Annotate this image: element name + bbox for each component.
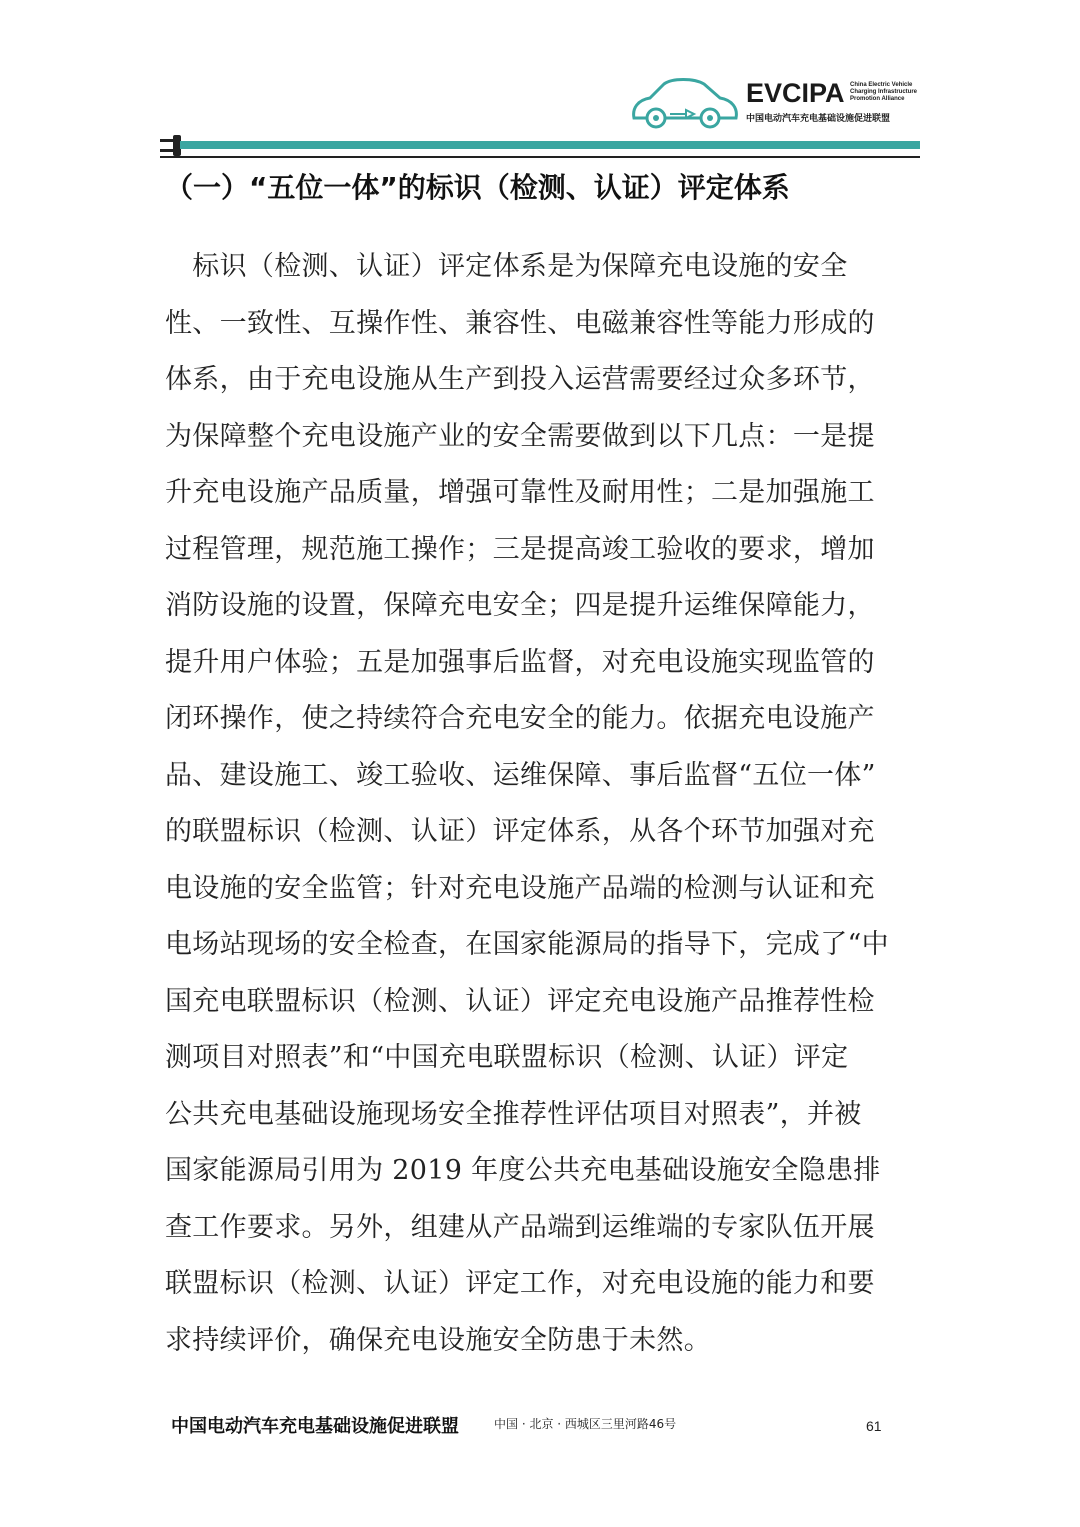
body-line: 的联盟标识（检测、认证）评定体系，从各个环节加强对充 bbox=[165, 816, 875, 847]
ev-car-icon bbox=[628, 74, 740, 130]
footer-address: 中国 · 北京 · 西城区三里河路46号 bbox=[494, 1417, 677, 1431]
body-line: 品、建设施工、竣工验收、运维保障、事后监督“五位一体” bbox=[165, 760, 876, 791]
page-number: 61 bbox=[866, 1418, 882, 1434]
body-line: 消防设施的设置，保障充电安全；四是提升运维保障能力， bbox=[165, 590, 875, 621]
alliance-logo bbox=[628, 74, 928, 132]
body-line: 性、一致性、互操作性、兼容性、电磁兼容性等能力形成的 bbox=[165, 308, 875, 339]
body-line: 国充电联盟标识（检测、认证）评定充电设施产品推荐性检 bbox=[165, 986, 875, 1017]
header-plug-rule bbox=[160, 133, 920, 159]
body-line: 体系，由于充电设施从生产到投入运营需要经过众多环节， bbox=[165, 364, 875, 395]
body-line: 提升用户体验；五是加强事后监督，对充电设施实现监管的 bbox=[165, 647, 875, 678]
body-line: 标识（检测、认证）评定体系是为保障充电设施的安全 bbox=[165, 251, 848, 282]
body-line: 国家能源局引用为 2019 年度公共充电基础设施安全隐患排 bbox=[165, 1155, 881, 1186]
body-line: 闭环操作，使之持续符合充电安全的能力。依据充电设施产 bbox=[165, 703, 875, 734]
body-line: 公共充电基础设施现场安全推荐性评估项目对照表”，并被 bbox=[165, 1099, 862, 1130]
body-line: 求持续评价，确保充电设施安全防患于未然。 bbox=[165, 1325, 711, 1356]
footer-organization: 中国电动汽车充电基础设施促进联盟 bbox=[171, 1416, 459, 1437]
body-line: 测项目对照表”和“中国充电联盟标识（检测、认证）评定 bbox=[165, 1042, 849, 1073]
body-line: 为保障整个充电设施产业的安全需要做到以下几点：一是提 bbox=[165, 421, 875, 452]
logo-abbreviation: EVCIPA bbox=[746, 78, 845, 108]
logo-english-name bbox=[850, 82, 930, 103]
body-line: 电设施的安全监管；针对充电设施产品端的检测与认证和充 bbox=[165, 873, 875, 904]
body-line: 过程管理，规范施工操作；三是提高竣工验收的要求，增加 bbox=[165, 534, 875, 565]
logo-chinese-name: 中国电动汽车充电基础设施促进联盟 bbox=[746, 114, 891, 124]
body-line: 联盟标识（检测、认证）评定工作，对充电设施的能力和要 bbox=[165, 1268, 875, 1299]
logo-en-line: Promotion Alliance bbox=[850, 96, 905, 102]
body-line: 电场站现场的安全检查，在国家能源局的指导下，完成了“中 bbox=[165, 929, 889, 960]
section-heading: （一）“五位一体”的标识（检测、认证）评定体系 bbox=[165, 171, 790, 204]
logo-en-line: Charging Infrastructure bbox=[850, 89, 918, 95]
logo-en-line: China Electric Vehicle bbox=[850, 82, 913, 88]
body-line: 升充电设施产品质量，增强可靠性及耐用性；二是加强施工 bbox=[165, 477, 875, 508]
body-line: 查工作要求。另外，组建从产品端到运维端的专家队伍开展 bbox=[165, 1212, 875, 1243]
